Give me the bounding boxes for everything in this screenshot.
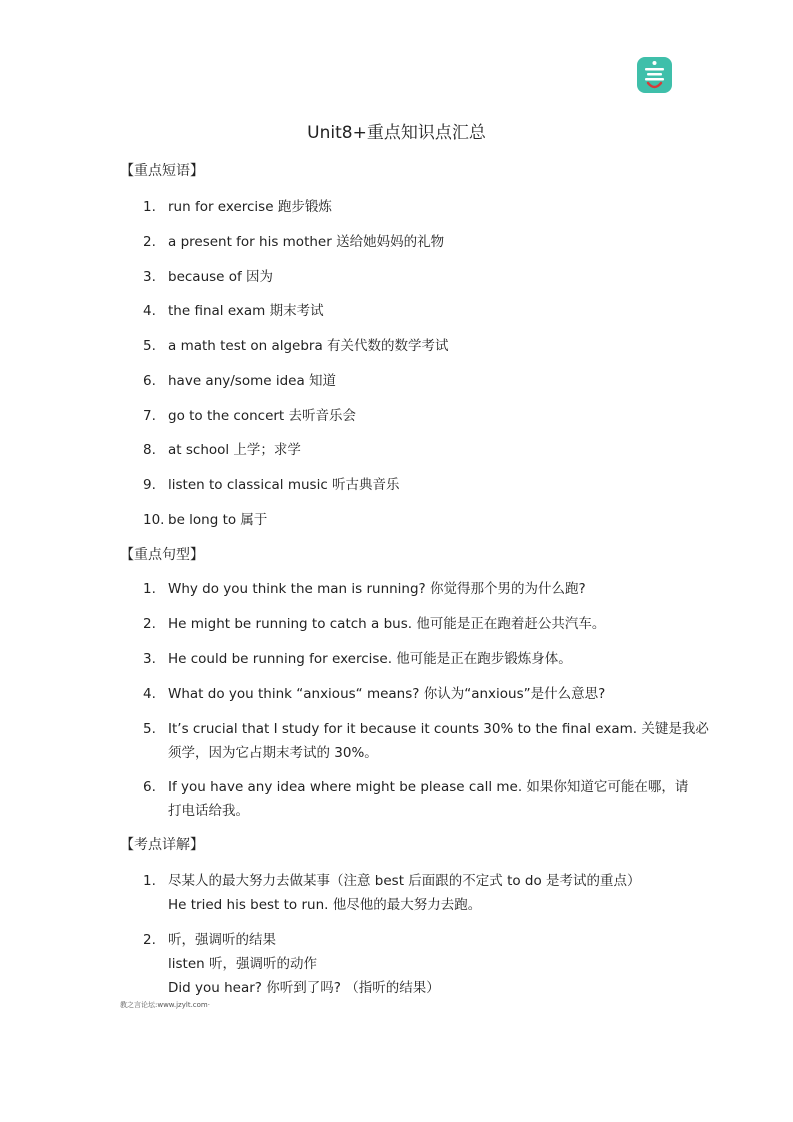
list-item-line: If you have any idea where might be please call me. 如果你知道它可能在哪，请: [168, 779, 689, 795]
section-heading-phrases: 【重点短语】: [120, 163, 204, 179]
list-item-text: [168, 404, 683, 428]
page-title: Unit8+重点知识点汇总: [307, 123, 486, 143]
list-item-number: 2.: [143, 616, 156, 632]
list-item: [143, 869, 683, 917]
list-item: [143, 369, 683, 393]
list-item-line: run for exercise 跑步锻炼: [168, 199, 332, 215]
list-item-line: Did you hear? 你听到了吗? （指听的结果）: [168, 980, 440, 996]
list-item: [143, 928, 683, 1000]
list-item-number: 4.: [143, 303, 156, 319]
list-item-text: [168, 775, 689, 823]
list-item-line: a math test on algebra 有关代数的数学考试: [168, 338, 449, 354]
list-item-number: 9.: [143, 477, 156, 493]
list-item-text: [168, 473, 683, 497]
list-item-number: 5.: [143, 721, 156, 737]
list-item-text: [168, 438, 683, 462]
list-item-line: listen to classical music 听古典音乐: [168, 477, 400, 493]
list-item: [143, 438, 683, 462]
list-item: [143, 299, 683, 323]
list-item: [143, 577, 683, 601]
list-item-text: [168, 869, 683, 917]
list-item: [143, 647, 683, 671]
list-item-text: [168, 577, 683, 601]
list-item: [143, 612, 683, 636]
list-item: [143, 265, 683, 289]
list-item-number: 3.: [143, 651, 156, 667]
list-item-number: 7.: [143, 408, 156, 424]
list-item: [143, 334, 683, 358]
list-item-number: 5.: [143, 338, 156, 354]
section-heading-details: 【考点详解】: [120, 837, 204, 853]
list-item-line: He could be running for exercise. 他可能是正在跑步锻炼身体。: [168, 651, 572, 667]
list-item-line: a present for his mother 送给她妈妈的礼物: [168, 234, 445, 250]
list-item-line: 听，强调听的结果: [168, 932, 276, 948]
list-item-line: have any/some idea 知道: [168, 373, 337, 389]
list-item-line: go to the concert 去听音乐会: [168, 408, 357, 424]
list-item-line: It’s crucial that I study for it because it counts 30% to the final exam. 关键是我必: [168, 721, 709, 737]
list-item-text: [168, 682, 683, 706]
list-item: [143, 682, 683, 706]
list-item-line: He might be running to catch a bus. 他可能是正在跑着赶公共汽车。: [168, 616, 606, 632]
list-item-text: [168, 230, 683, 254]
list-item-text: [168, 508, 683, 532]
list-item-number: 10.: [143, 512, 165, 528]
list-item-text: [168, 299, 683, 323]
list-item-number: 6.: [143, 779, 156, 795]
list-item-line: Why do you think the man is running? 你觉得那个男的为什么跑?: [168, 581, 586, 597]
list-item: [143, 230, 683, 254]
section-heading-sentences: 【重点句型】: [120, 547, 204, 563]
list-item-line: be long to 属于: [168, 512, 268, 528]
list-item-text: [168, 334, 683, 358]
list-item-line: at school 上学；求学: [168, 442, 301, 458]
list-item-number: 1.: [143, 581, 156, 597]
list-item-line: the final exam 期末考试: [168, 303, 324, 319]
list-item-number: 6.: [143, 373, 156, 389]
list-item-line: What do you think “anxious“ means? 你认为“anxious”是什么意思?: [168, 686, 606, 702]
footer-watermark: 教之言论坛:www.jzylt.com·: [120, 1001, 210, 1009]
list-item-text: [168, 369, 683, 393]
list-item-text: [168, 717, 709, 765]
list-item: [143, 195, 683, 219]
list-item-text: [168, 265, 683, 289]
list-item-number: 3.: [143, 269, 156, 285]
list-item-number: 1.: [143, 199, 156, 215]
list-item-line: listen 听，强调听的动作: [168, 956, 317, 972]
list-item-text: [168, 195, 683, 219]
list-item-line: 尽某人的最大努力去做某事（注意 best 后面跟的不定式 to do 是考试的重点）: [168, 873, 641, 889]
list-item: [143, 775, 689, 823]
list-item-line: because of 因为: [168, 269, 274, 285]
list-item-number: 2.: [143, 234, 156, 250]
list-item-line: 打电话给我。: [168, 803, 249, 819]
site-logo-icon: [637, 57, 672, 93]
list-item: [143, 717, 709, 765]
list-item-number: 1.: [143, 873, 156, 889]
list-item-number: 8.: [143, 442, 156, 458]
list-item-text: [168, 928, 683, 1000]
list-item: [143, 508, 683, 532]
list-item-line: He tried his best to run. 他尽他的最大努力去跑。: [168, 897, 482, 913]
list-item-text: [168, 612, 683, 636]
list-item: [143, 404, 683, 428]
list-item-text: [168, 647, 683, 671]
list-item-line: 须学，因为它占期末考试的 30%。: [168, 745, 378, 761]
list-item-number: 4.: [143, 686, 156, 702]
list-item: [143, 473, 683, 497]
list-item-number: 2.: [143, 932, 156, 948]
